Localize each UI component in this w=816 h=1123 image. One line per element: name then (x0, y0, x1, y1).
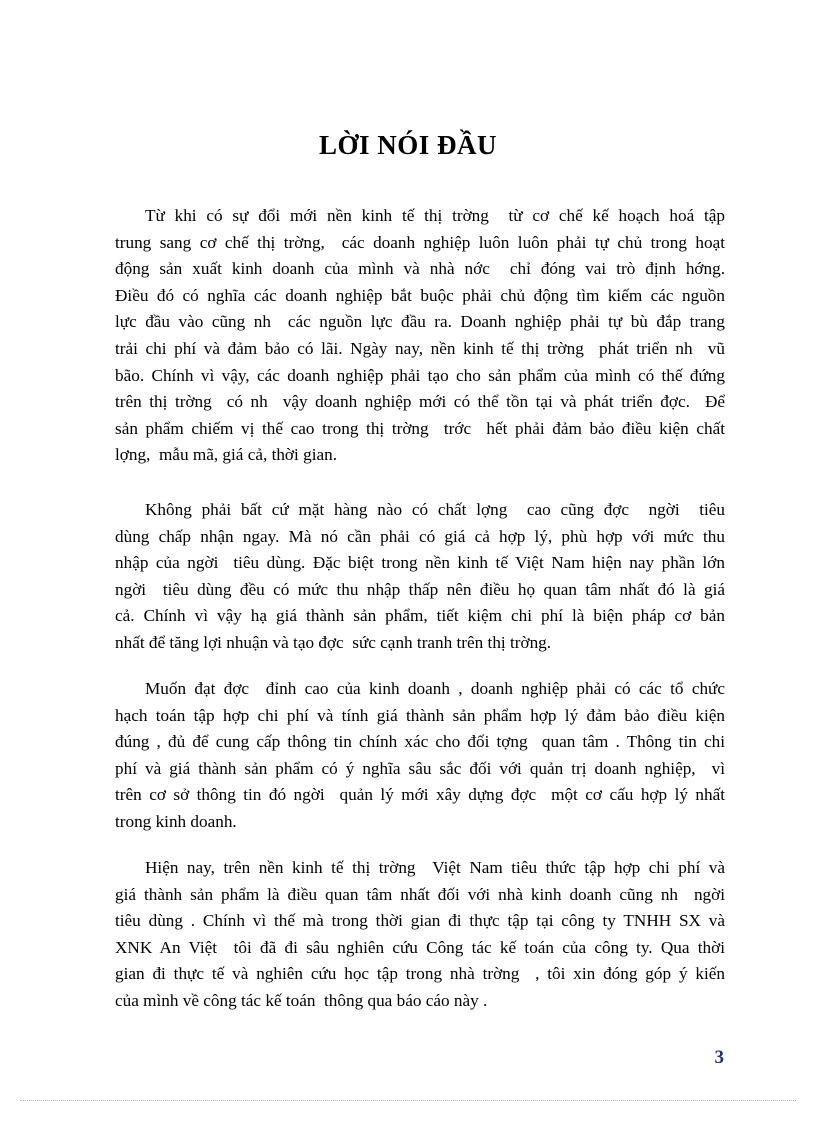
text-line: sản phẩm chiếm vị thế cao trong thị trờng trớc hết phải đảm bảo điều kiện chất (115, 418, 725, 438)
text-line: nhất để tăng lợi nhuận và tạo đợc sức cạnh tranh trên thị trờng. (115, 632, 552, 652)
text-line: Muốn đạt đợc đỉnh cao của kinh doanh , doanh nghiệp phải có các tổ chức (145, 679, 725, 698)
text-line: của mình về công tác kế toán thông qua báo cáo này . (115, 990, 488, 1010)
text-line: đúng , đủ để cung cấp thông tin chính xác cho đối tợng quan tâm . Thông tin chi (115, 732, 725, 752)
text-line: dùng chấp nhận ngay. Mà nó cần phải có giá cả hợp lý, phù hợp với mức thu (115, 526, 725, 546)
text-line: trong kinh doanh. (115, 811, 237, 831)
text-line: Điều đó có nghĩa các doanh nghiệp bắt buộc phải chủ động tìm kiếm các nguồn (115, 285, 725, 305)
text-line: trung sang cơ chế thị trờng, các doanh nghiệp luôn luôn phải tự chủ trong hoạt (115, 232, 725, 252)
text-line: nhập của ngời tiêu dùng. Đặc biệt trong nền kinh tế Việt Nam hiện nay phần lớn (115, 553, 725, 573)
text-line: trên cơ sở thông tin đó ngời quản lý mới xây dựng đợc một cơ cấu hợp lý nhất (115, 785, 725, 805)
text-line: hạch toán tập hợp chi phí và tính giá thành sản phẩm hợp lý đảm bảo điều kiện (115, 705, 725, 725)
text-line: bão. Chính vì vậy, các doanh nghiệp phải tạo cho sản phẩm của mình có thế đứng (115, 365, 725, 385)
page-bottom-rule (20, 1100, 796, 1101)
page-title: LỜI NÓI ĐẦU (318, 130, 498, 160)
text-line: lợng, mẫu mã, giá cả, thời gian. (115, 445, 337, 465)
text-line: lực đầu vào cũng nh các nguồn lực đầu ra. Doanh nghiệp phải tự bù đắp trang (115, 312, 725, 332)
text-line: trên thị trờng có nh vậy doanh nghiệp mới có thể tồn tại và phát triển đợc. Để (115, 392, 725, 412)
text-line: Từ khi có sự đổi mới nền kinh tế thị trờng từ cơ chế kế hoạch hoá tập (145, 206, 725, 225)
text-line: ngời tiêu dùng đều có mức thu nhập thấp nên điều họ quan tâm nhất đó là giá (115, 579, 725, 599)
paragraph-1 (115, 203, 725, 469)
text-line: gian đi thực tế và nghiên cứu học tập trong nhà trờng , tôi xin đóng góp ý kiến (115, 964, 725, 984)
paragraph-4 (115, 855, 725, 1015)
text-line: phí và giá thành sản phẩm có ý nghĩa sâu sắc đối với quản trị doanh nghiệp, vì (115, 758, 725, 778)
text-line: giá thành sản phẩm là điều quan tâm nhất đối với nhà kinh doanh cũng nh ngời (115, 884, 725, 904)
text-line: cả. Chính vì vậy hạ giá thành sản phẩm, tiết kiệm chi phí là biện pháp cơ bản (115, 606, 725, 626)
text-line: Hiện nay, trên nền kinh tế thị trờng Việt Nam tiêu thức tập hợp chi phí và (145, 858, 725, 877)
paragraph-2 (115, 497, 725, 657)
text-line: XNK An Việt tôi đã đi sâu nghiên cứu Công tác kế toán của công ty. Qua thời (115, 937, 725, 957)
page-number: 3 (714, 1047, 724, 1068)
text-line: tiêu dùng . Chính vì thế mà trong thời gian đi thực tập tại công ty TNHH SX và (115, 911, 725, 931)
text-line: Không phải bất cứ mặt hàng nào có chất lợng cao cũng đợc ngời tiêu (145, 500, 725, 519)
text-line: động sản xuất kinh doanh của mình và nhà nớc chỉ đóng vai trò định hớng. (115, 259, 725, 279)
paragraph-3 (115, 676, 725, 836)
text-line: trải chi phí và đảm bảo có lãi. Ngày nay, nền kinh tế thị trờng phát triển nh vũ (115, 338, 725, 358)
